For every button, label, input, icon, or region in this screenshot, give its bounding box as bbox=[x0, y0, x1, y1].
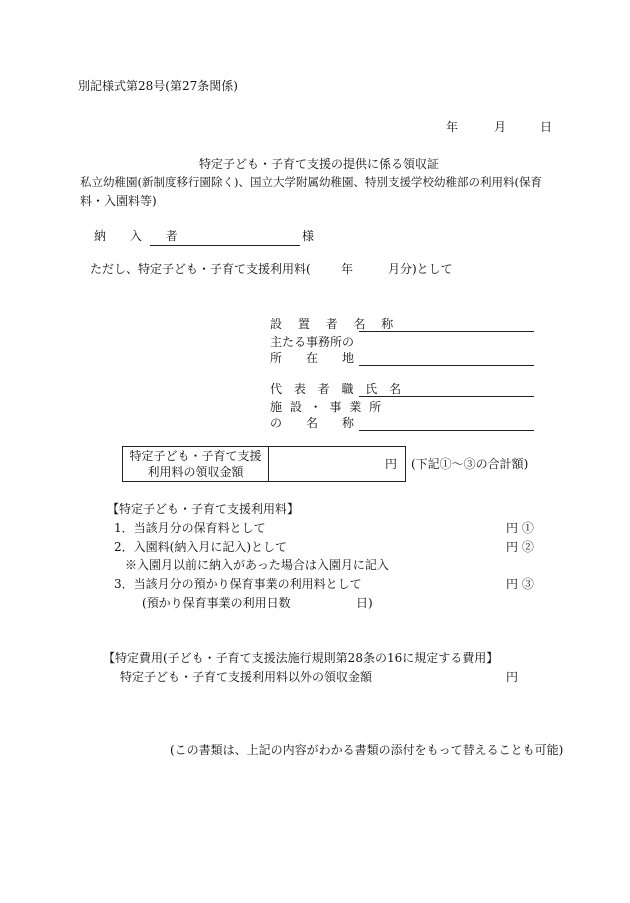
facility-name-label-line1: 施 設 ・ 事 業 所 bbox=[270, 400, 384, 414]
office-address-label-line1: 主たる事務所の bbox=[270, 335, 355, 349]
office-address-label-line2: 所 在 地 bbox=[270, 351, 355, 365]
item1-text: 1．当該月分の保育料として bbox=[114, 521, 266, 535]
item3-text: 3．当該月分の預かり保育事業の利用料として bbox=[114, 577, 362, 591]
representative-label: 代 表 者 職 氏 名 bbox=[270, 382, 406, 396]
section2-heading: 【特定費用(子ども・子育て支援法施行規則第28条の16に規定する費用】 bbox=[103, 651, 499, 665]
date-day-label: 日 bbox=[540, 120, 553, 134]
facility-name-label-line2: の 名 称 bbox=[270, 416, 355, 430]
document-title: 特定子ども・子育て支援の提供に係る領収証 bbox=[199, 157, 440, 171]
date-month-label: 月 bbox=[494, 120, 507, 134]
document-subtitle-line2: 料・入園料等) bbox=[80, 194, 157, 208]
representative-line[interactable] bbox=[359, 396, 534, 397]
payer-suffix: 様 bbox=[302, 229, 315, 243]
days-suffix: 日) bbox=[356, 596, 373, 610]
founder-name-line[interactable] bbox=[359, 331, 534, 332]
payer-label: 納 入 者 bbox=[94, 229, 188, 243]
date-year-label: 年 bbox=[446, 120, 459, 134]
section1-heading: 【特定子ども・子育て支援利用料】 bbox=[107, 502, 300, 516]
item2-text: 2．入園料(納入月に記入)として bbox=[114, 540, 287, 554]
section2-unit: 円 bbox=[506, 670, 519, 684]
form-number: 別記様式第28号(第27条関係) bbox=[78, 79, 238, 93]
receipt-total-note: (下記①～③の合計額) bbox=[411, 457, 529, 471]
item2-note: ※入園月以前に納入があった場合は入園月に記入 bbox=[125, 558, 389, 572]
proviso-prefix: ただし、特定子ども・子育て支援利用料( bbox=[90, 262, 311, 276]
days-prefix: (預かり保育事業の利用日数 bbox=[142, 596, 291, 610]
document-subtitle-line1: 私立幼稚園(新制度移行園除く)、国立大学附属幼稚園、特別支援学校幼稚部の利用料(保育 bbox=[80, 175, 542, 189]
receipt-amount-unit: 円 bbox=[384, 457, 397, 471]
facility-name-line[interactable] bbox=[359, 430, 534, 431]
item2-unit: 円 ② bbox=[506, 540, 534, 554]
section2-line: 特定子ども・子育て支援利用料以外の領収金額 bbox=[120, 670, 373, 684]
office-address-line[interactable] bbox=[359, 365, 534, 366]
receipt-amount-label-line1: 特定子ども・子育て支援 bbox=[129, 449, 262, 463]
receipt-amount-label-line2: 利用料の領収金額 bbox=[147, 465, 244, 479]
receipt-amount-label bbox=[123, 447, 269, 481]
item1-unit: 円 ① bbox=[506, 521, 534, 535]
receipt-amount-field[interactable] bbox=[269, 447, 405, 481]
payer-name-line[interactable] bbox=[150, 245, 300, 246]
proviso-year-label: 年 bbox=[341, 262, 354, 276]
item3-unit: 円 ③ bbox=[506, 577, 534, 591]
proviso-month-suffix: 月分)として bbox=[388, 262, 453, 276]
footer-note: (この書類は、上記の内容がわかる書類の添付をもって替えることも可能) bbox=[170, 743, 564, 757]
founder-name-label: 設 置 者 名 称 bbox=[270, 317, 400, 331]
receipt-amount-box bbox=[122, 446, 406, 482]
